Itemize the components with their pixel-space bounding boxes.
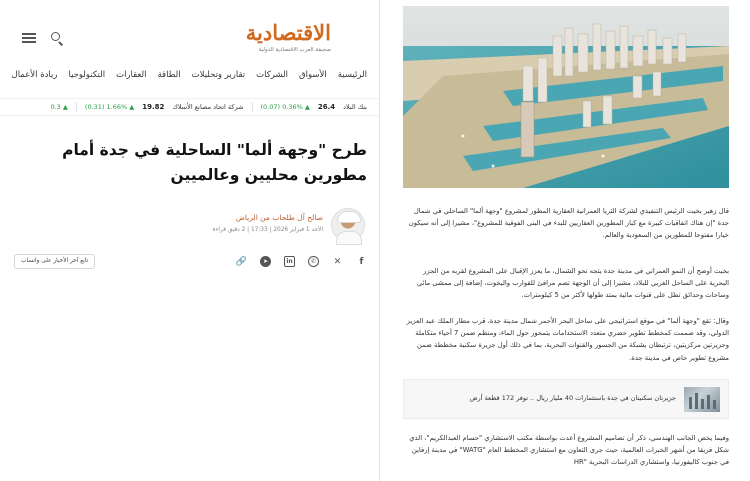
ticker-change: ▲ 0.36% (0.07)	[260, 103, 310, 111]
article-meta: الأحد 1 فبراير 2026 | 17:33 | 2 دقيق قراءة	[212, 227, 323, 233]
article-paragraph: قال زهير بخيت الرئيس التنفيذي لشركة الثريا العمرانية العقارية المطور لمشروع "وجهة ألما" الساحلي في شمال جدة "إن هناك اتفاقيات كبيرة مع كبار المطورين العقاريين للبدء في البنى الفوقية للمشروع"، مشيرا إلى أنه سيكون خيارا مفتوحا للمطورين من السعودية والعالم.	[408, 207, 729, 240]
ticker-value: 26.4	[317, 103, 336, 111]
site-logo[interactable]	[241, 22, 331, 53]
site-header	[0, 0, 379, 70]
author-avatar[interactable]	[331, 208, 365, 242]
telegram-icon[interactable]: ➤	[260, 256, 271, 267]
share-bar	[0, 252, 379, 276]
related-article-card[interactable]	[403, 379, 729, 419]
ticker-name[interactable]: بنك البلاد	[343, 103, 367, 111]
facebook-icon[interactable]: f	[359, 256, 364, 267]
ticker-change: ▲ 0.3	[50, 103, 68, 111]
nav-item-markets[interactable]: الأسواق	[299, 70, 327, 80]
stock-ticker	[0, 98, 379, 116]
nav-item-entrepreneurship[interactable]: ريادة الأعمال	[11, 70, 58, 80]
linkedin-icon[interactable]: in	[284, 256, 295, 267]
nav-item-real-estate[interactable]: العقارات	[116, 70, 147, 80]
author-block	[0, 204, 379, 250]
hero-image	[403, 6, 729, 188]
article-paragraph: وفيما يخص الجانب الهندسي، ذكر أن تصاميم المشروع أعدت بواسطة مكتب الاستشاري "حسام العبدالكريم"، الذي شكل فريقا من أشهر الخبرات العالمية، حيث جرى التعاون مع استشاري المخطط العام "WATG" في مدينة إرفاين في جنوب كاليفورنيا، واستشاري الدراسات البحرية "HR	[409, 434, 729, 467]
hamburger-menu-icon[interactable]	[22, 31, 36, 45]
nav-item-technology[interactable]: التكنولوجيا	[68, 70, 106, 80]
related-thumbnail	[684, 387, 720, 412]
nav-item-energy[interactable]: الطاقة	[157, 70, 181, 80]
ticker-name[interactable]: شركة اتحاد مصانع الأسلاك	[172, 103, 244, 111]
ticker-divider	[76, 102, 77, 112]
nav-item-companies[interactable]: الشركات	[256, 70, 289, 80]
nav-item-more[interactable]	[0, 70, 1, 86]
ticker-divider	[252, 102, 253, 112]
article-paragraph: بخيت أوضح أن النمو العمراني في مدينة جدة يتجه نحو الشمال، ما يعزز الإقبال على المشروع لقربه من الجزر البحرية على الساحل الغربي للبلاد، مشيرا إلى أن الوجهة تضم مرافئ للقوارب واليخوت، إضافة إلى ممشى مائي وساحات وحدائق تطل على قنوات مائية يمتد طولها لأكثر من 5 كيلومترات.	[416, 267, 729, 300]
share-icons	[236, 256, 367, 267]
related-headline[interactable]: جزيرتان سكنيتان في جدة باستثمارات 40 مليار ريال .. توفر 172 قطعة أرض	[469, 394, 676, 402]
article-body-panel	[390, 0, 750, 481]
search-icon[interactable]	[50, 31, 64, 45]
logo-tagline: صحيفة العرب الاقتصادية الدولية	[258, 47, 331, 53]
ticker-change: ▲ 1.66% (0.31)	[84, 103, 135, 111]
article-paragraph: وقال: تقع "وجهة ألما" في موقع استراتيجي على ساحل البحر الأحمر شمال مدينة جدة، قرب مطار الملك عبد العزيز الدولي، وقد صممت كمخطط تطوير حضري متعدد الاستخدامات يتمحور حول الماء، ومنظم ضمن 7 أحياء متكاملة وجزيرتين مركزيتين، ترتبطان بشبكة من الجسور والقنوات البحرية، بما في ذلك أول جزيرة سكنية مخططة ضمن مشروع تطوير خاص في مدينة جدة.	[406, 317, 729, 362]
whatsapp-icon[interactable]: ✆	[308, 256, 319, 267]
nav-item-reports[interactable]: تقارير وتحليلات	[191, 70, 246, 80]
ticker-value: 19.82	[142, 103, 165, 111]
logo-text: الاقتصادية	[245, 20, 331, 45]
follow-whatsapp-button[interactable]: تابع آخر الأخبار على واتساب	[14, 254, 95, 269]
nav-item-home[interactable]: الرئيسية	[337, 70, 367, 80]
x-icon[interactable]: ✕	[333, 256, 342, 267]
article-title: طرح "وجهة ألما" الساحلية في جدة أمام مطورين محليين وعالميين	[62, 141, 367, 184]
author-name[interactable]: صالح آل طلحاب من الرياض	[235, 213, 323, 222]
copy-link-icon[interactable]: 🔗	[235, 256, 248, 267]
main-nav	[0, 70, 379, 86]
